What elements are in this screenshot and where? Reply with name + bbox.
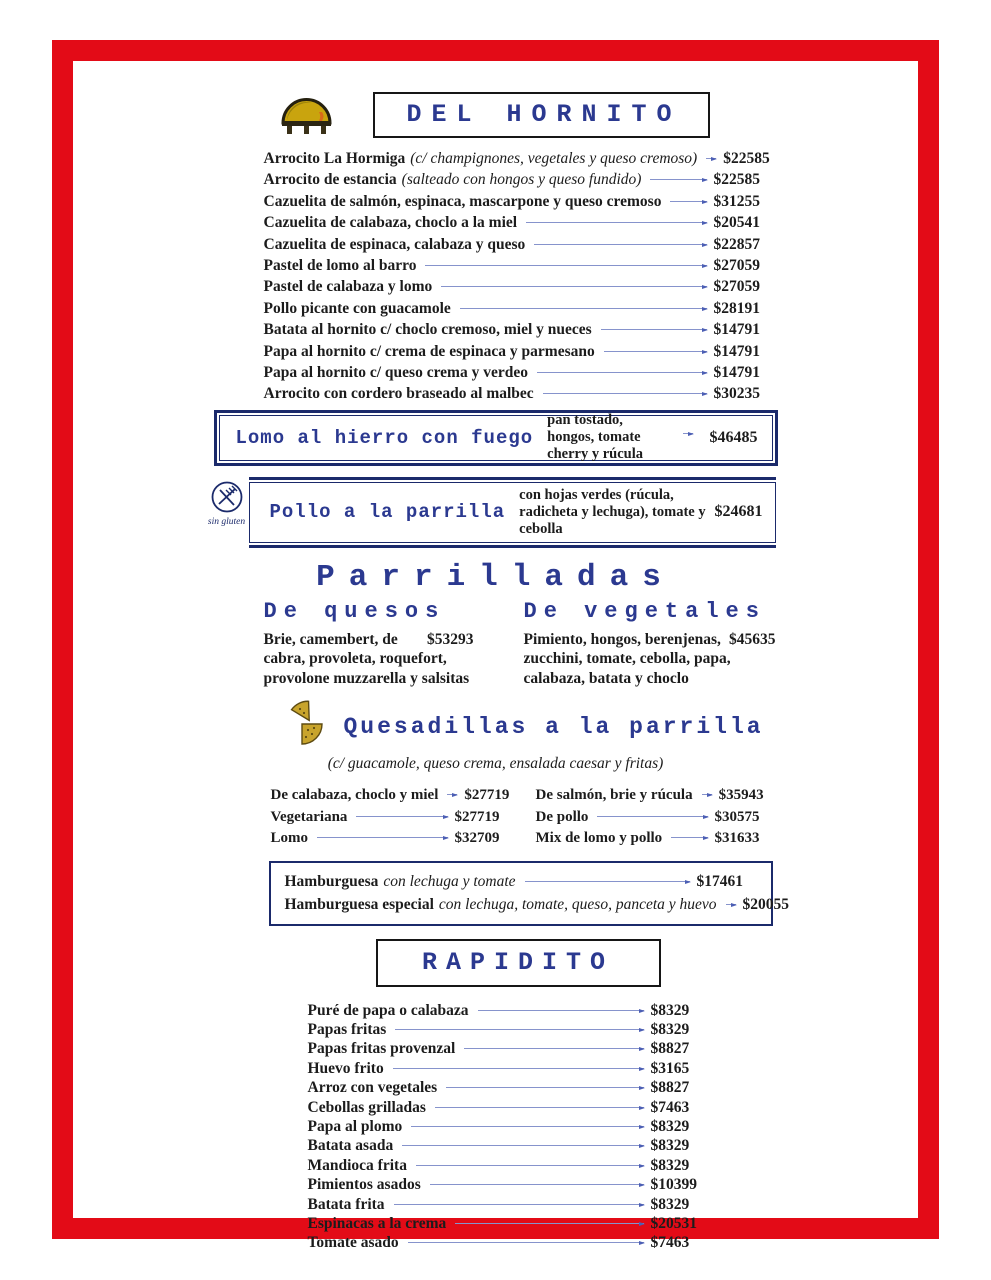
price-leader-line xyxy=(683,433,693,434)
hornito-item-list xyxy=(216,148,776,405)
item-price: $14791 xyxy=(713,342,760,360)
featured-pollo-box xyxy=(249,482,776,543)
quesadillas-right-column xyxy=(536,785,771,849)
item-name: Papas fritas xyxy=(307,1021,387,1038)
item-price: $14791 xyxy=(713,321,760,339)
price-leader-line xyxy=(726,904,736,905)
item-name: Cazuelita de calabaza, choclo a la miel xyxy=(263,214,518,232)
item-price: $8329 xyxy=(650,1156,690,1174)
column-heading: De vegetales xyxy=(523,598,766,624)
column-price: $45635 xyxy=(729,630,776,648)
item-detail: (salteado con hongos y queso fundido) xyxy=(401,171,642,189)
price-leader-line xyxy=(601,329,707,330)
item-price: $17461 xyxy=(696,872,743,890)
item-name: Hamburguesa especial xyxy=(284,895,434,913)
item-price: $8329 xyxy=(650,1195,690,1213)
price-leader-line xyxy=(597,816,707,817)
item-price: $30575 xyxy=(714,808,760,825)
menu-item-row xyxy=(264,383,776,404)
price-leader-line xyxy=(317,837,448,838)
item-name: Batata al hornito c/ choclo cremoso, miel y nueces xyxy=(263,321,592,339)
menu-item-row xyxy=(264,341,776,362)
item-name: Pimientos asados xyxy=(307,1176,421,1194)
item-name: Cazuelita de salmón, espinaca, mascarpone y queso cremoso xyxy=(263,192,662,210)
price-leader-line xyxy=(464,1048,643,1049)
featured-title: Pollo a la parrilla xyxy=(269,501,506,524)
item-name: Batata frita xyxy=(307,1195,385,1213)
menu-item-row xyxy=(308,1136,711,1155)
menu-item-row xyxy=(308,1195,711,1214)
price-leader-line xyxy=(402,1145,643,1146)
item-price: $28191 xyxy=(713,299,760,317)
price-leader-line xyxy=(356,816,447,817)
item-price: $31255 xyxy=(713,192,760,210)
parrilladas-column-quesos xyxy=(264,599,474,689)
featured-price: $46485 xyxy=(709,428,758,446)
item-name: Vegetariana xyxy=(270,808,348,825)
item-name: Papas fritas provenzal xyxy=(307,1040,456,1058)
item-price: $27719 xyxy=(464,787,510,804)
item-price: $8329 xyxy=(650,1118,690,1136)
price-leader-line xyxy=(394,1204,644,1205)
price-leader-line xyxy=(604,351,707,352)
red-border-frame xyxy=(52,40,939,1252)
featured-price: $24681 xyxy=(714,503,763,521)
menu-item-row xyxy=(308,1078,711,1097)
menu-item-row xyxy=(264,255,776,276)
menu-item-row xyxy=(308,1156,711,1175)
item-price: $30235 xyxy=(713,385,760,403)
menu-item-row xyxy=(308,1020,711,1039)
item-name: Arrocito con cordero braseado al malbec xyxy=(263,385,534,403)
item-price: $14791 xyxy=(713,364,760,382)
menu-item-row xyxy=(264,148,776,169)
featured-lomo-al-hierro-box xyxy=(219,412,773,463)
del-hornito-header xyxy=(278,91,776,139)
item-price: $20531 xyxy=(650,1215,697,1233)
price-leader-line xyxy=(446,1087,643,1088)
item-name: De salmón, brie y rúcula xyxy=(535,787,693,804)
item-name: Huevo frito xyxy=(307,1059,384,1077)
section-title-quesadillas: Quesadillas a la parrilla xyxy=(343,713,764,740)
price-leader-line xyxy=(534,244,706,245)
price-leader-line xyxy=(435,1107,644,1108)
item-name: Tomate asado xyxy=(307,1234,399,1252)
menu-item-row xyxy=(264,212,776,233)
item-name: Mix de lomo y pollo xyxy=(535,830,663,847)
menu-item-row xyxy=(536,785,771,806)
item-price: $8827 xyxy=(650,1040,690,1058)
item-price: $31633 xyxy=(714,830,760,847)
item-price: $3165 xyxy=(650,1059,690,1077)
price-leader-line xyxy=(525,881,690,882)
item-name: De calabaza, choclo y miel xyxy=(270,787,439,804)
item-name: Puré de papa o calabaza xyxy=(307,1001,469,1019)
featured-detail: con hojas verdes (rúcula, radicheta y lechuga), tomate y cebolla xyxy=(519,486,706,537)
item-price: $27719 xyxy=(454,808,500,825)
gluten-free-badge xyxy=(207,480,247,527)
item-name: Arrocito de estancia xyxy=(263,171,397,189)
menu-item-row xyxy=(536,807,771,828)
menu-item-row xyxy=(271,828,511,849)
price-leader-line xyxy=(671,837,707,838)
item-name: Pollo picante con guacamole xyxy=(263,299,451,317)
item-detail: con lechuga y tomate xyxy=(383,872,516,890)
hamburguesas-box xyxy=(269,861,790,926)
item-detail: con lechuga, tomate, queso, panceta y huevo xyxy=(438,895,717,913)
item-name: Papa al plomo xyxy=(307,1118,403,1136)
column-description xyxy=(264,630,474,689)
gluten-free-label: sin gluten xyxy=(207,516,246,527)
menu-item-row xyxy=(536,828,771,849)
item-name: Cebollas grilladas xyxy=(307,1098,426,1116)
menu-item-row xyxy=(308,1117,711,1136)
item-name: De pollo xyxy=(535,808,589,825)
menu-item-row xyxy=(308,1059,711,1078)
item-price: $8329 xyxy=(650,1137,690,1155)
price-leader-line xyxy=(393,1068,644,1069)
price-leader-line xyxy=(526,222,706,223)
price-leader-line xyxy=(425,265,706,266)
item-price: $7463 xyxy=(650,1234,690,1252)
item-price: $8329 xyxy=(650,1001,690,1019)
item-name: Arroz con vegetales xyxy=(307,1079,438,1097)
item-name: Papa al hornito c/ queso crema y verdeo xyxy=(263,364,528,382)
item-price: $35943 xyxy=(718,787,764,804)
menu-item-row xyxy=(264,298,776,319)
price-leader-line xyxy=(408,1242,644,1243)
price-leader-line xyxy=(650,179,706,180)
menu-item-row xyxy=(271,785,511,806)
price-leader-line xyxy=(441,286,706,287)
menu-item-row xyxy=(264,169,776,190)
menu-item-row xyxy=(308,1175,711,1194)
item-name: Espinacas a la crema xyxy=(307,1215,447,1233)
rapidito-item-list xyxy=(308,1001,711,1253)
menu-item-row xyxy=(264,191,776,212)
column-description xyxy=(524,630,776,689)
menu-item-row xyxy=(285,870,759,893)
price-leader-line xyxy=(543,393,707,394)
menu-item-row xyxy=(264,234,776,255)
featured-title: Lomo al hierro con fuego xyxy=(235,426,534,449)
featured-detail: pan tostado, hongos, tomate cherry y rúcula xyxy=(547,412,643,463)
menu-item-row xyxy=(308,1001,711,1020)
item-name: Pastel de lomo al barro xyxy=(263,257,417,275)
quesadillas-subtitle: (c/ guacamole, queso crema, ensalada caesar y fritas) xyxy=(327,755,664,773)
menu-item-row xyxy=(271,807,511,828)
price-leader-line xyxy=(478,1010,644,1011)
section-title-del-hornito xyxy=(373,92,710,138)
item-name: Hamburguesa xyxy=(284,872,379,890)
price-leader-line xyxy=(706,158,716,159)
item-name: Arrocito La Hormiga xyxy=(263,150,406,167)
item-name: Pastel de calabaza y lomo xyxy=(263,278,433,296)
quesadillas-header xyxy=(288,700,776,753)
item-price: $22857 xyxy=(713,235,760,253)
price-leader-line xyxy=(455,1223,643,1224)
section-title-text: DEL HORNITO xyxy=(406,100,682,129)
section-title-parrilladas: Parrilladas xyxy=(316,559,675,595)
item-price: $20541 xyxy=(713,214,760,232)
featured-pollo-wrap xyxy=(207,477,776,548)
price-leader-line xyxy=(460,308,707,309)
price-leader-line xyxy=(537,372,707,373)
item-price: $27059 xyxy=(713,278,760,296)
menu-item-row xyxy=(308,1214,711,1233)
item-name: Mandioca frita xyxy=(307,1156,407,1174)
menu-item-row xyxy=(284,893,790,916)
item-price: $20055 xyxy=(742,895,790,913)
menu-item-row xyxy=(264,362,776,383)
price-leader-line xyxy=(395,1029,643,1030)
item-name: Papa al hornito c/ crema de espinaca y parmesano xyxy=(263,342,595,360)
column-description-text: Brie, camembert, de cabra, provoleta, roquefort, provolone muzzarella y salsitas xyxy=(263,630,470,687)
item-detail: (c/ champignones, vegetales y queso cremoso) xyxy=(410,150,698,167)
menu-item-row xyxy=(264,319,776,340)
parrilladas-column-vegetales xyxy=(524,599,776,689)
item-price: $22585 xyxy=(713,171,760,189)
gluten-free-icon xyxy=(210,501,244,518)
column-heading: De quesos xyxy=(263,598,446,624)
price-leader-line xyxy=(670,201,706,202)
parrilladas-columns xyxy=(216,599,776,689)
column-description-text: Pimiento, hongos, berenjenas, zucchini, tomate, cebolla, papa, calabaza, batata y choclo xyxy=(523,630,731,687)
menu-item-row xyxy=(264,276,776,297)
item-price: $27059 xyxy=(713,257,760,275)
menu-content xyxy=(207,91,790,1253)
item-price: $8329 xyxy=(650,1021,690,1038)
menu-item-row xyxy=(308,1098,711,1117)
cheese-wedge-icon xyxy=(288,700,330,753)
clay-oven-icon xyxy=(278,90,335,141)
column-price: $53293 xyxy=(427,630,474,648)
quesadillas-left-column xyxy=(271,785,511,849)
menu-item-row xyxy=(308,1039,711,1058)
menu-item-row xyxy=(308,1233,711,1252)
section-title-text: RAPIDITO xyxy=(421,947,615,977)
price-leader-line xyxy=(447,794,457,795)
item-name: Cazuelita de espinaca, calabaza y queso xyxy=(263,235,526,253)
price-leader-line xyxy=(416,1165,644,1166)
item-price: $7463 xyxy=(650,1098,690,1116)
item-name: Lomo xyxy=(270,830,308,847)
item-price: $32709 xyxy=(454,830,500,847)
price-leader-line xyxy=(411,1126,643,1127)
item-price: $22585 xyxy=(723,150,770,167)
price-leader-line xyxy=(702,794,712,795)
price-leader-line xyxy=(430,1184,644,1185)
quesadillas-columns xyxy=(216,785,776,849)
item-name: Batata asada xyxy=(307,1137,394,1155)
section-title-rapidito xyxy=(376,939,661,987)
item-price: $8827 xyxy=(650,1079,690,1097)
item-price: $10399 xyxy=(650,1176,697,1194)
